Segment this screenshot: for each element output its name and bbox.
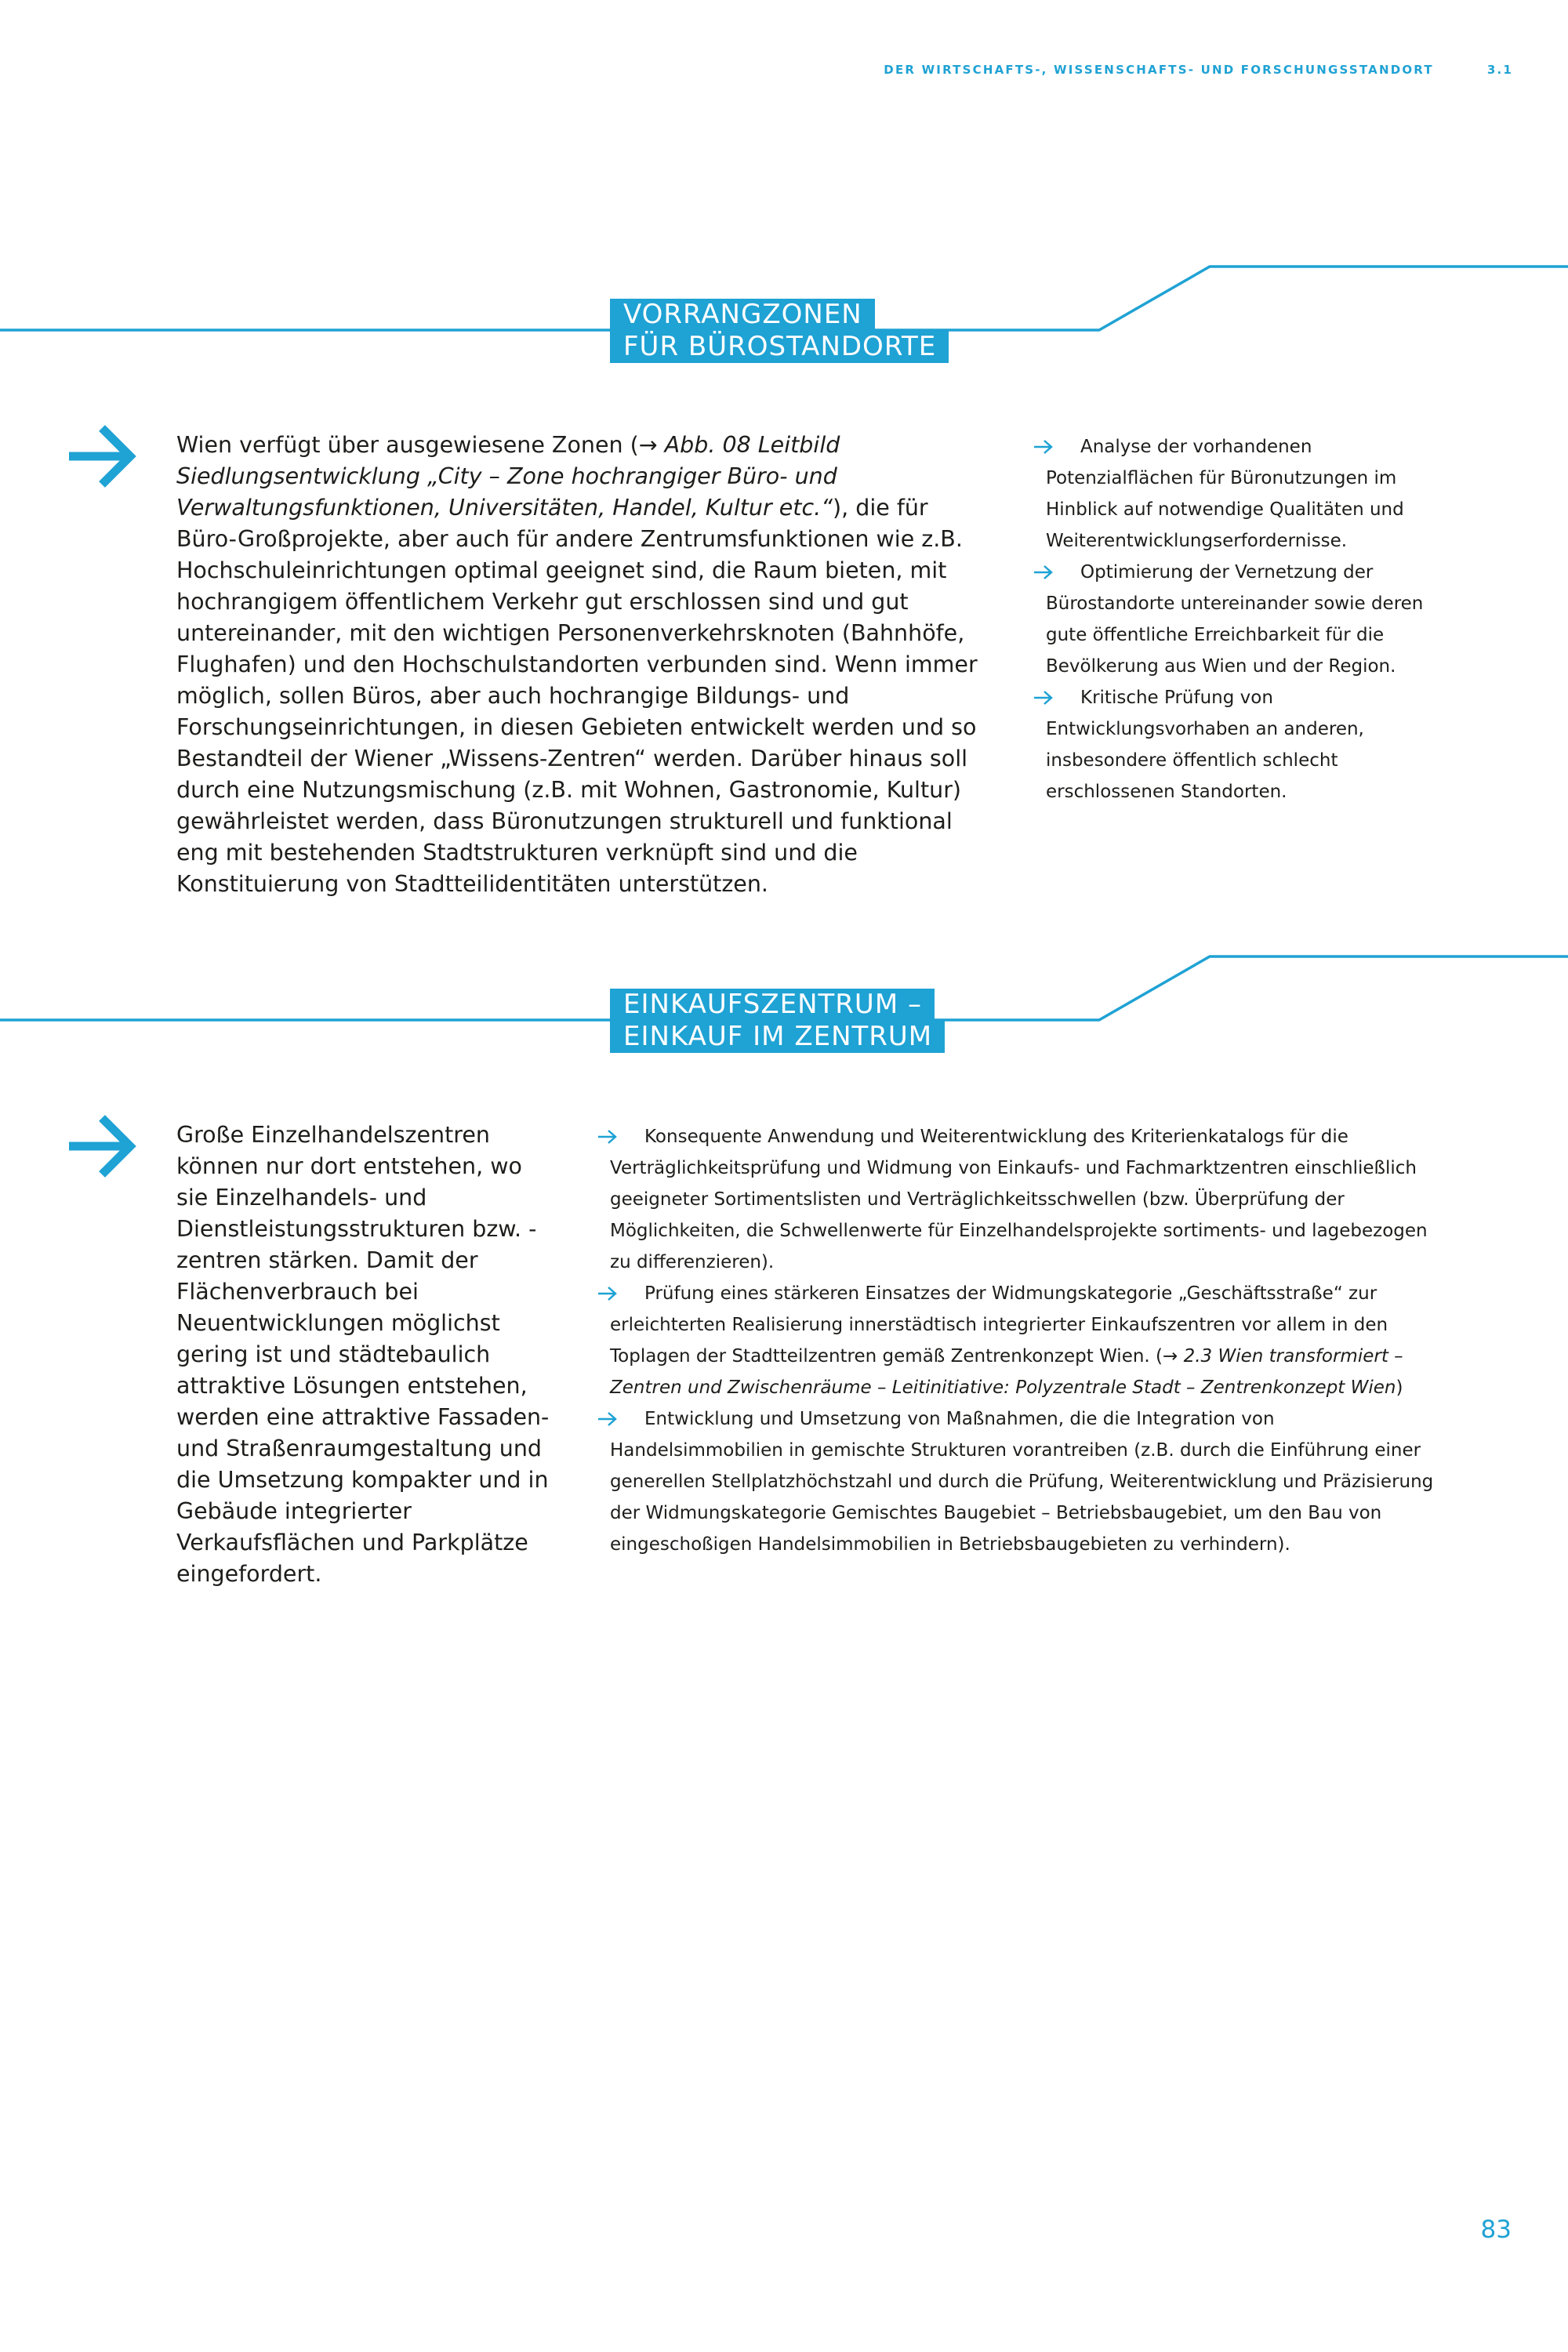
measures-list [597, 1121, 1439, 1560]
measure-item [1033, 431, 1441, 557]
measure-text: Kritische Prüfung von Entwicklungsvorhaben an anderen, insbesondere öffentlich schlecht erschlossenen Standorten. [1046, 688, 1364, 802]
running-header [784, 63, 1513, 82]
body-text-run: ), die für Büro-Großprojekte, aber auch für andere Zentrumsfunktionen wie z.B. Hochschuleinrichtungen optimal geeignet sind, die Raum bieten, mit hochrangigem öffentlichem Verkehr gut erschlossen sind und gut untereinander, mit den wichtigen Personenverkehrsknoten (Bahnhöfe, Flughafen) und den Hochschulstandorten verbunden sind. Wenn immer möglich, sollen Büros, aber auch hochrangige Bildungs- und Forschungseinrichtungen, in diesen Gebieten entwickelt werden und so Bestandteil der Wiener „Wissens-Zentren“ werden. Darüber hinaus soll durch eine Nutzungsmischung (z.B. mit Wohnen, Gastronomie, Kultur) gewährleistet werden, dass Büronutzungen strukturell und funktional eng mit bestehenden Stadtstrukturen verknüpft sind und die Konstituierung von Stadtteilidentitäten unterstützen. [176, 495, 978, 897]
arrow-right-icon [597, 1286, 618, 1301]
section-body-text: Große Einzelhandelszentren können nur dort entstehen, wo sie Einzelhandels- und Dienstleistungsstrukturen bzw. -zentren stärken. Damit der Flächenverbrauch bei Neuentwicklungen möglichst gering ist und städtebaulich attraktive Lösungen entstehen, werden eine attraktive Fassaden- und Straßenraumgestaltung und die Umsetzung kompakter und in Gebäude integrierter Verkaufsflächen und Parkplätze eingefordert. [176, 1122, 550, 1587]
section-title-buerostandorte [610, 299, 949, 363]
section-title-einkaufszentrum [610, 989, 945, 1053]
measure-text: Konsequente Anwendung und Weiterentwicklung des Kriterienkatalogs für die Verträglichkeitsprüfung und Widmung von Einkaufs- und Fachmarktzentren einschließlich geeigneter Sortimentslisten und Verträglichkeitsschwellen (bzw. Überprüfung der Möglichkeiten, die Schwellenwerte für Einzelhandelsprojekte sortiments- und lagebezogen zu differenzieren). [610, 1127, 1428, 1272]
measure-text: Optimierung der Vernetzung der Bürostandorte untereinander sowie deren gute öffentliche Erreichbarkeit für die Bevölkerung aus Wien und der Region. [1046, 562, 1424, 677]
section-title-line: FÜR BÜROSTANDORTE [610, 331, 949, 363]
section-title-line: EINKAUF IM ZENTRUM [610, 1021, 945, 1053]
measures-list [1033, 431, 1441, 808]
arrow-right-icon [1033, 439, 1054, 455]
measure-text: Analyse der vorhandenen Potenzialflächen für Büronutzungen im Hinblick auf notwendige Qualitäten und Weiterentwicklungserfordernisse. [1046, 437, 1404, 551]
measure-item [1033, 557, 1441, 682]
measure-item [597, 1121, 1439, 1278]
section-body-text [176, 430, 984, 900]
measure-item [1033, 682, 1441, 808]
arrow-right-icon [64, 422, 140, 491]
measure-item [597, 1278, 1439, 1403]
cross-reference: Abb. 08 Leitbild Siedlungsentwicklung „City – Zone hochrangiger Büro- und Verwaltungsfunktionen, Universitäten, Handel, Kultur etc.“ [176, 432, 840, 521]
arrow-right-icon [597, 1129, 618, 1145]
body-text-run: Wien verfügt über ausgewiesene Zonen ( [176, 432, 639, 458]
arrow-right-icon [64, 1112, 140, 1181]
arrow-right-icon: → [1163, 1346, 1178, 1367]
running-title: DER WIRTSCHAFTS-, WISSENSCHAFTS- UND FORSCHUNGSSTANDORT [884, 63, 1434, 77]
section-title-line: EINKAUFSZENTRUM – [610, 989, 935, 1021]
arrow-right-icon [1033, 564, 1054, 580]
arrow-right-icon [1033, 690, 1054, 706]
arrow-right-icon [597, 1411, 618, 1427]
measure-text: ) [1396, 1377, 1403, 1398]
arrow-right-icon: → [638, 432, 658, 458]
section-title-line: VORRANGZONEN [610, 299, 875, 331]
measure-text: Entwicklung und Umsetzung von Maßnahmen, die die Integration von Handelsimmobilien in gemischte Strukturen vorantreiben (z.B. durch die Einführung einer generellen Stellplatzhöchstzahl und durch die Prüfung, Weiterentwicklung und Präzisierung der Widmungskategorie Gemischtes Baugebiet – Betriebsbaugebiet, um den Bau von eingeschoßigen Handelsimmobilien in Betriebsbaugebieten zu verhindern). [610, 1409, 1434, 1555]
page-number: 83 [1480, 2216, 1512, 2244]
cross-reference: 2.3 Wien transformiert – Zentren und Zwischenräume – Leitinitiative: Polyzentrale Stadt – Zentrenkonzept Wien [610, 1346, 1403, 1398]
chapter-number: 3.1 [1486, 63, 1513, 77]
measure-text: Prüfung eines stärkeren Einsatzes der Widmungskategorie „Geschäftsstraße“ zur erleichterten Realisierung innerstädtisch integrierter Einkaufszentren vor allem in den Toplagen der Stadtteilzentren gemäß Zentrenkonzept Wien. ( [610, 1283, 1388, 1367]
measure-item [597, 1403, 1439, 1560]
